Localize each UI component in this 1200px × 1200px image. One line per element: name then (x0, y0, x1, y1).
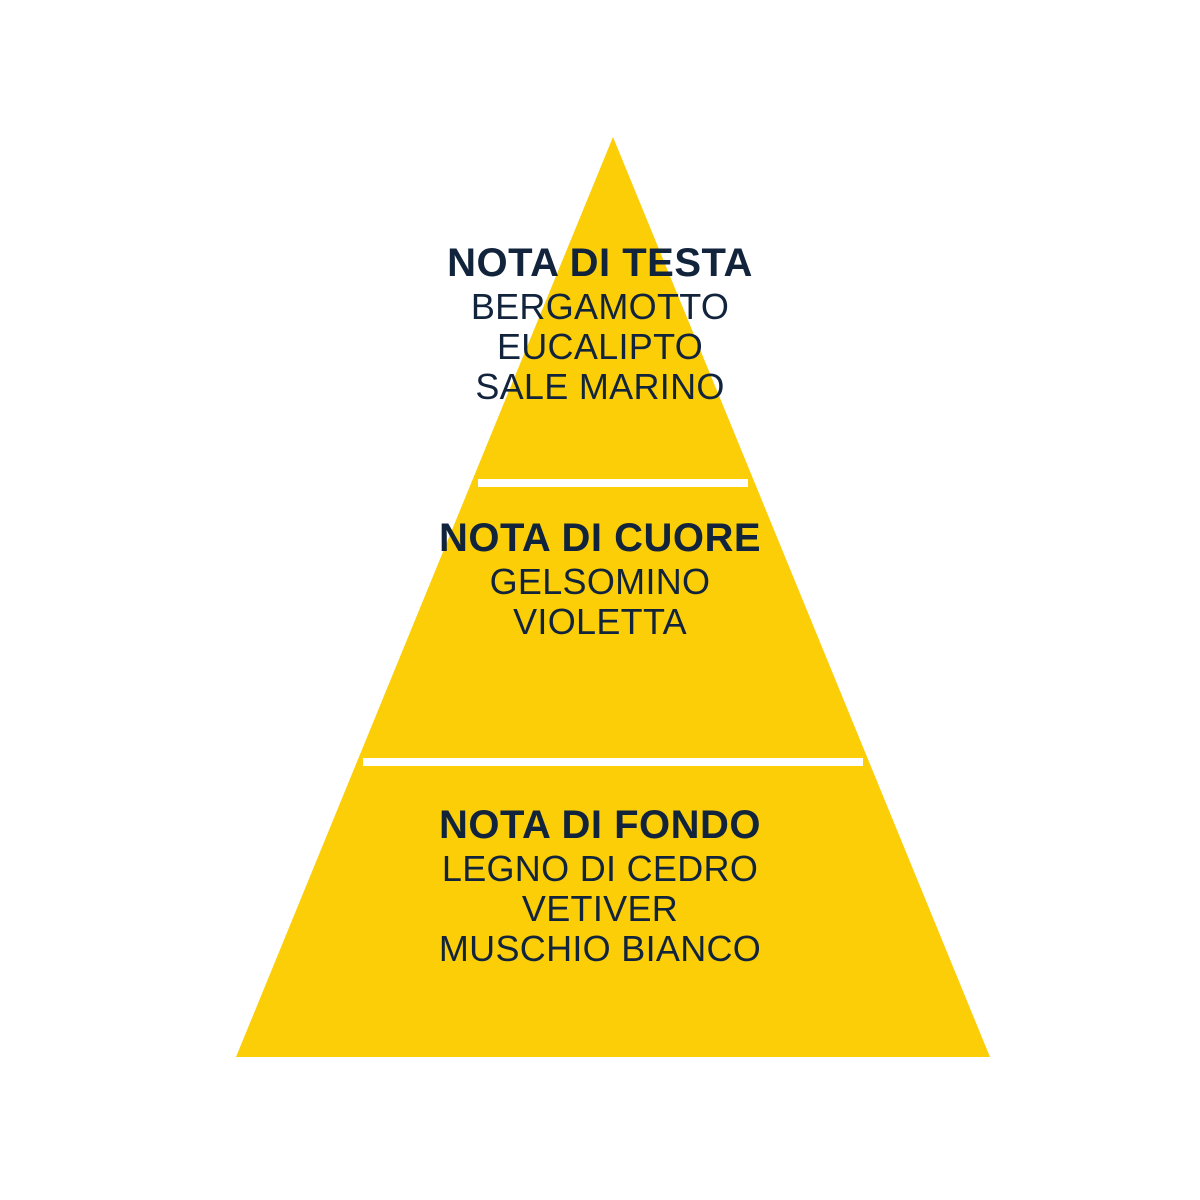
ingredient: VIOLETTA (513, 601, 687, 642)
tier-bottom-ingredients (0, 848, 1200, 969)
tier-bottom-title: NOTA DI FONDO (438, 803, 762, 847)
tier-bottom (0, 805, 1200, 971)
tier-top (0, 243, 1200, 409)
ingredient: MUSCHIO BIANCO (438, 928, 762, 969)
tier-middle-ingredients (0, 561, 1200, 642)
tier-top-title: NOTA DI TESTA (447, 241, 753, 285)
ingredient: LEGNO DI CEDRO (441, 848, 759, 889)
ingredient: BERGAMOTTO (470, 286, 730, 327)
ingredient: VETIVER (521, 888, 679, 929)
tier-top-ingredients (0, 286, 1200, 407)
ingredient: GELSOMINO (489, 561, 711, 602)
tier-middle-title: NOTA DI CUORE (438, 516, 762, 560)
ingredient: EUCALIPTO (496, 326, 704, 367)
ingredient: SALE MARINO (475, 366, 725, 407)
tier-middle (0, 518, 1200, 644)
